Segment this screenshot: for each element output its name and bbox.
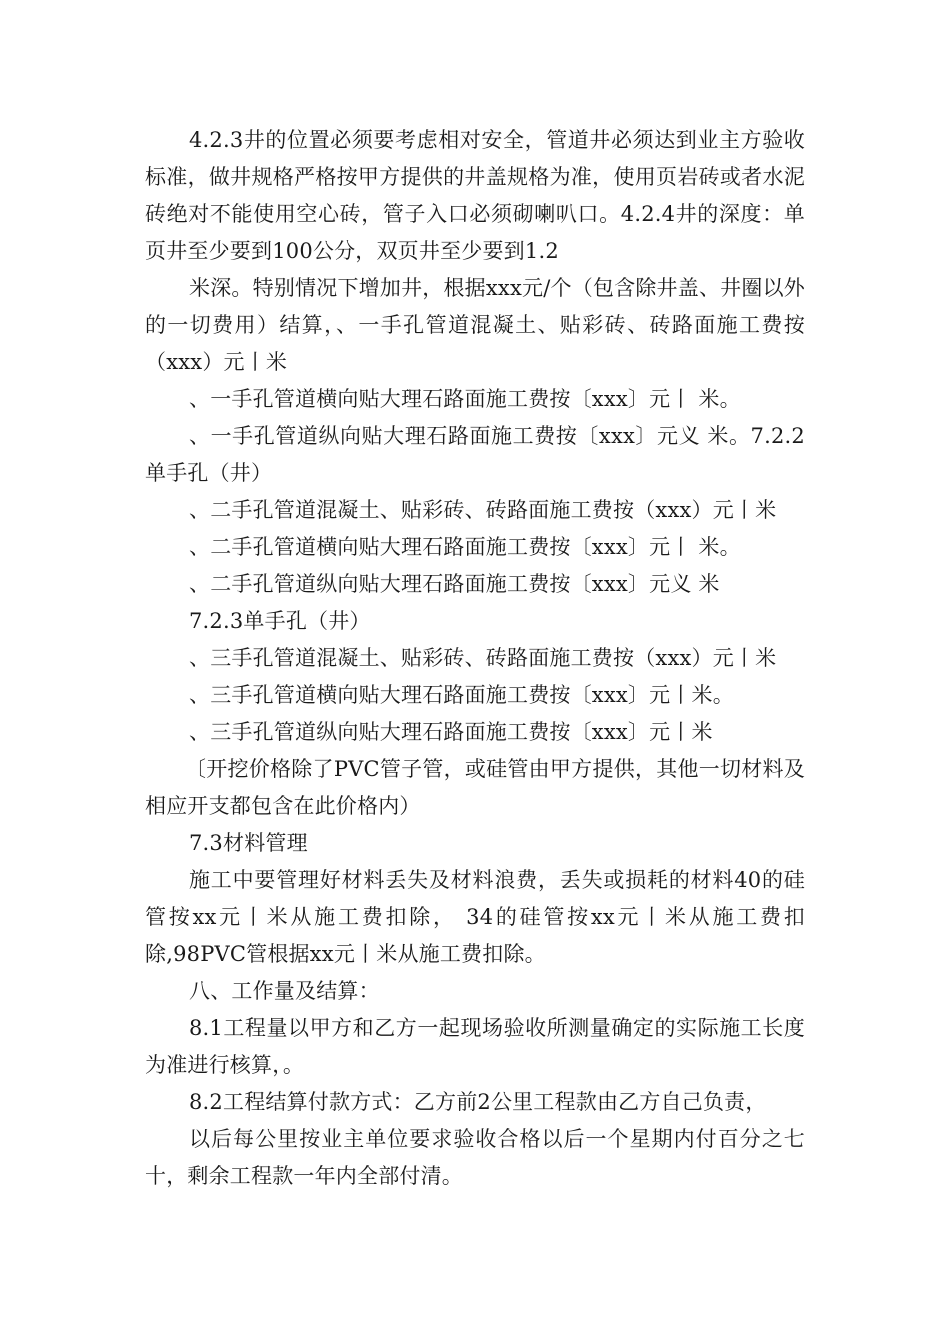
heading-7-3: 7.3材料管理	[189, 831, 308, 855]
paragraph-material-management: 施工中要管理好材料丢失及材料浪费，丢失或损耗的材料40的硅管按xx元丨米从施工费扣除， 34的硅管按xx元丨米从施工费扣除,98PVC管根据xx元丨米从施工费扣除。	[145, 868, 805, 966]
paragraph-two-hole-vertical: 、二手孔管道纵向贴大理石路面施工费按〔xxx〕元义 米	[189, 572, 720, 596]
document-body	[145, 122, 805, 1195]
paragraph-8-1: 8.1工程量以甲方和乙方一起现场验收所测量确定的实际施工长度为准进行核算，。	[145, 1016, 805, 1077]
paragraph-8-2-cont: 以后每公里按业主单位要求验收合格以后一个星期内付百分之七十，剩余工程款一年内全部付清。	[145, 1127, 805, 1188]
paragraph-three-hole-horizontal: 、三手孔管道横向贴大理石路面施工费按〔xxx〕元丨米。	[189, 683, 734, 707]
paragraph-8-2: 8.2工程结算付款方式：乙方前2公里工程款由乙方自己负责，	[189, 1090, 767, 1114]
paragraph-three-hole-concrete: 、三手孔管道混凝土、贴彩砖、砖路面施工费按（xxx）元丨米	[189, 646, 777, 670]
heading-section-8: 八、工作量及结算：	[189, 979, 380, 1003]
heading-7-2-3: 7.2.3单手孔（井）	[189, 609, 371, 633]
paragraph-two-hole-horizontal: 、二手孔管道横向贴大理石路面施工费按〔xxx〕元丨 米。	[189, 535, 741, 559]
paragraph-well-depth-cont: 米深。特别情况下增加井，根据xxx元/个（包含除井盖、井圈以外的一切费用）结算，、一手孔管道混凝土、贴彩砖、砖路面施工费按（xxx）元丨米	[145, 276, 805, 374]
paragraph-one-hole-horizontal: 、一手孔管道横向贴大理石路面施工费按〔xxx〕元丨 米。	[189, 387, 741, 411]
paragraph-excavation-price-note: 〔开挖价格除了PVC管子管，或硅管由甲方提供，其他一切材料及相应开支都包含在此价格内）	[145, 757, 805, 818]
paragraph-one-hole-vertical: 、一手孔管道纵向贴大理石路面施工费按〔xxx〕元义 米。7.2.2单手孔（井）	[145, 424, 805, 485]
paragraph-two-hole-concrete: 、二手孔管道混凝土、贴彩砖、砖路面施工费按（xxx）元丨米	[189, 498, 777, 522]
paragraph-4-2-3: 4.2.3井的位置必须要考虑相对安全，管道井必须达到业主方验收标准，做井规格严格按甲方提供的井盖规格为准，使用页岩砖或者水泥砖绝对不能使用空心砖，管子入口必须砌喇叭口。4.2.4井的深度：单页井至少要到100公分，双页井至少要到1.2	[145, 128, 805, 263]
paragraph-three-hole-vertical: 、三手孔管道纵向贴大理石路面施工费按〔xxx〕元丨米	[189, 720, 713, 744]
